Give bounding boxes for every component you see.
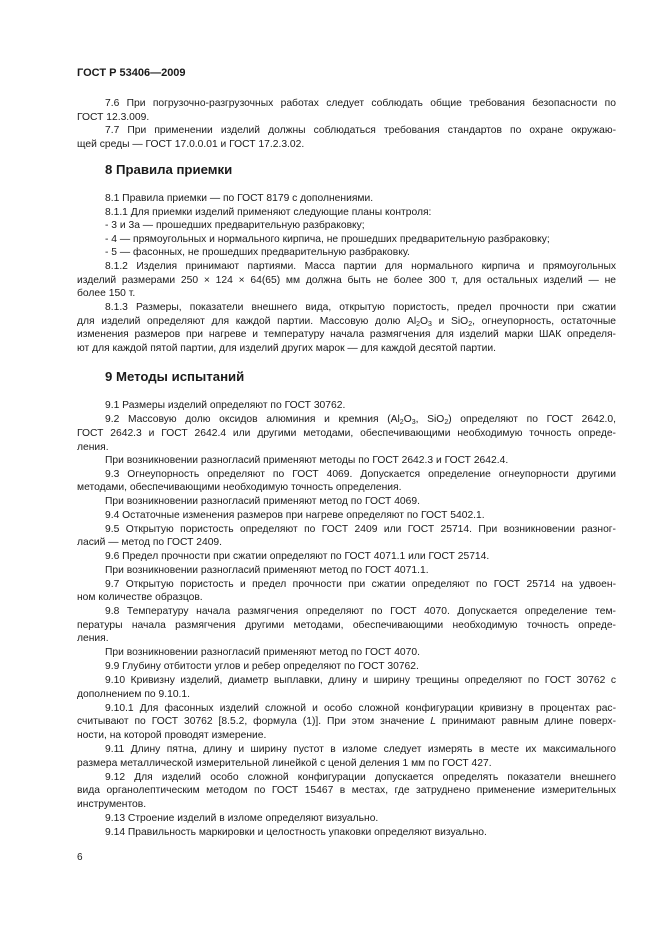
paragraph-8-1-3-line: 8.1.3 Размеры, показатели внешнего вида, открытую пористость, предел прочности при сжатии xyxy=(105,302,616,313)
paragraph-8-1-3-line: для изделий определяют для каждой партии. Массовую долю $Al_2O_3$ и SiO$_2$, огнеупорность, остаточные xyxy=(77,316,617,328)
paragraph-8-1-3-line: ют для каждой пятой партии, для изделий других марок — для каждой десятой партии. xyxy=(77,343,497,354)
paragraph-7-7-line: 7.7 При применении изделий должны соблюдаться требования стандартов по охране окружаю- xyxy=(105,125,616,136)
paragraph-9-14: 9.14 Правильность маркировки и целостность упаковки определяют визуально. xyxy=(105,827,487,838)
page-number: 6 xyxy=(77,852,83,863)
list-item: - 3 и 3а — прошедших предварительную разбраковку; xyxy=(105,220,365,231)
paragraph-9-3-line: 9.3 Огнеупорность определяют по ГОСТ 4069. Допускается определение огнеупорности другими xyxy=(105,469,616,480)
paragraph-9-6-line: При возникновении разногласий применяют метод по ГОСТ 4071.1. xyxy=(105,565,429,576)
paragraph-8-1-2-line: более 150 т. xyxy=(77,288,136,299)
paragraph-9-3-line: методами, обеспечивающими необходимую точность определения. xyxy=(77,482,402,493)
paragraph-9-12-line: вида органолептическим методом по ГОСТ 15467 в местах, где затруднено применение измерительных xyxy=(77,785,616,796)
paragraph-9-9: 9.9 Глубину отбитости углов и ребер определяют по ГОСТ 30762. xyxy=(105,661,419,672)
section-8-heading: 8 Правила приемки xyxy=(105,162,233,177)
paragraph-9-3-line: При возникновении разногласий применяют метод по ГОСТ 4069. xyxy=(105,496,420,507)
paragraph-9-12-line: 9.12 Для изделий особо сложной конфигурации допускается определять показатели внешнего xyxy=(105,772,616,783)
paragraph-9-2-line: ГОСТ 2642.3 и ГОСТ 2642.4 или другими методами, обеспечивающими необходимую точность опреде- xyxy=(77,428,616,439)
paragraph-9-8-line: При возникновении разногласий применяют метод по ГОСТ 4070. xyxy=(105,647,420,658)
paragraph-9-12-line: инструментов. xyxy=(77,799,147,810)
paragraph-9-1: 9.1 Размеры изделий определяют по ГОСТ 30762. xyxy=(105,400,346,411)
paragraph-7-6-line: ГОСТ 12.3.009. xyxy=(77,112,150,123)
paragraph-8-1: 8.1 Правила приемки — по ГОСТ 8179 с дополнениями. xyxy=(105,193,374,204)
paragraph-9-6-line: 9.6 Предел прочности при сжатии определяют по ГОСТ 4071.1 или ГОСТ 25714. xyxy=(105,551,490,562)
paragraph-9-13: 9.13 Строение изделий в изломе определяют визуально. xyxy=(105,813,379,824)
paragraph-9-2-line: 9.2 Массовую долю оксидов алюминия и кремния ($Al_2O_3$, SiO$_2$) определяют по ГОСТ 2642.0, xyxy=(105,414,617,426)
paragraph-9-2-line: ления. xyxy=(77,442,109,453)
paragraph-9-2-line: При возникновении разногласий применяют методы по ГОСТ 2642.3 и ГОСТ 2642.4. xyxy=(105,455,509,466)
document-header: ГОСТ Р 53406—2009 xyxy=(77,67,186,79)
paragraph-8-1-1: 8.1.1 Для приемки изделий применяют следующие планы контроля: xyxy=(105,207,432,218)
paragraph-9-8-line: ления. xyxy=(77,633,109,644)
paragraph-9-8-line: пературы начала размягчения другими методами, обеспечивающими необходимую точность опреде- xyxy=(77,620,616,631)
paragraph-9-10-1-line: 9.10.1 Для фасонных изделий сложной и особо сложной конфигурации кривизну в процентах рас- xyxy=(105,703,616,714)
paragraph-9-7-line: ном количестве образцов. xyxy=(77,592,203,603)
paragraph-7-7-line: щей среды — ГОСТ 17.0.0.01 и ГОСТ 17.2.3.02. xyxy=(77,139,305,150)
paragraph-8-1-2-line: 8.1.2 Изделия принимают партиями. Масса партии для нормального кирпича и прямоугольных xyxy=(105,261,616,272)
list-item: - 4 — прямоугольных и нормального кирпича, не прошедших предварительную разбраковку; xyxy=(105,234,550,245)
paragraph-9-4: 9.4 Остаточные изменения размеров при нагреве определяют по ГОСТ 5402.1. xyxy=(105,510,485,521)
paragraph-9-8-line: 9.8 Температуру начала размягчения определяют по ГОСТ 4070. Допускается определение тем- xyxy=(105,606,616,617)
paragraph-8-1-3-line: изменения размеров при нагреве и температуру начала размягчения для изделий марки ШАК определя- xyxy=(77,329,616,340)
paragraph-9-5-line: ласий — метод по ГОСТ 2409. xyxy=(77,537,223,548)
paragraph-9-10-line: 9.10 Кривизну изделий, диаметр выплавки, длину и ширину трещины определяют по ГОСТ 30762 с xyxy=(105,675,616,686)
paragraph-9-5-line: 9.5 Открытую пористость определяют по ГОСТ 2409 или ГОСТ 25714. При возникновении разног- xyxy=(105,524,616,535)
section-9-heading: 9 Методы испытаний xyxy=(105,369,245,384)
paragraph-9-10-1-line: считывают по ГОСТ 30762 [8.5.2, формула (1)]. При этом значение L принимают равным длине поверх- xyxy=(77,716,617,727)
paragraph-9-10-line: дополнением по 9.10.1. xyxy=(77,689,190,700)
paragraph-9-7-line: 9.7 Открытую пористость и предел прочности при сжатии определяют по ГОСТ 25714 на удвоен- xyxy=(105,579,616,590)
paragraph-9-11-line: размера металлической измерительной линейкой с ценой деления 1 мм по ГОСТ 427. xyxy=(77,758,492,769)
paragraph-9-10-1-line: ности, на которой проводят измерение. xyxy=(77,730,267,741)
list-item: - 5 — фасонных, не прошедших предварительную разбраковку. xyxy=(105,247,410,258)
paragraph-8-1-2-line: изделий размерами 250 × 124 × 64(65) мм должна быть не более 300 т, для остальных изделий — не xyxy=(77,275,616,286)
paragraph-7-6-line: 7.6 При погрузочно-разгрузочных работах следует соблюдать общие требования безопасности по xyxy=(105,98,616,109)
paragraph-9-11-line: 9.11 Длину пятна, длину и ширину пустот в изломе следует измерять в месте их максимального xyxy=(105,744,616,755)
